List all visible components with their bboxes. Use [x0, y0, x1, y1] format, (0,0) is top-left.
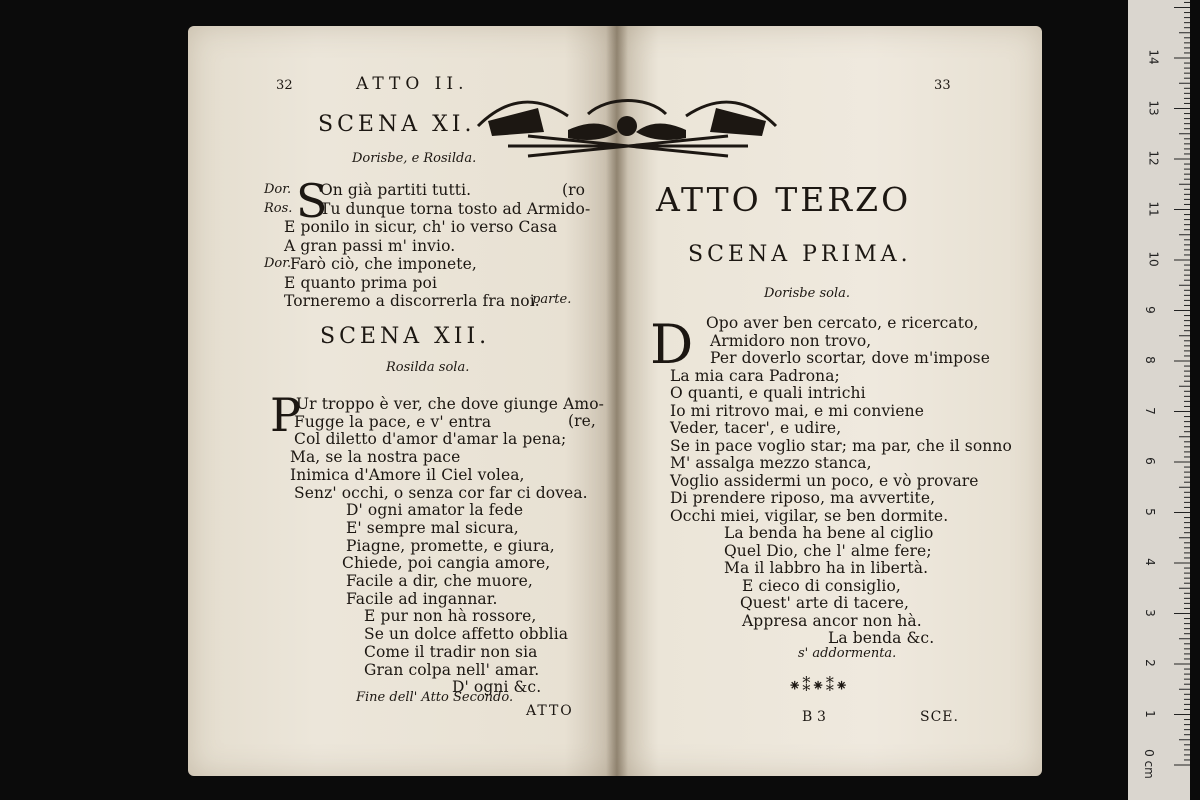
verse-line: Facile a dir, che muore, — [346, 572, 533, 590]
left-page-number: 32 — [276, 78, 293, 93]
verse-line: Farò ciò, che imponete, — [290, 255, 477, 273]
right-catchword: SCE. — [920, 709, 959, 725]
verse-line: Inimica d'Amore il Ciel volea, — [290, 465, 525, 484]
verse-line: La benda ha bene al ciglio — [724, 524, 934, 542]
ruler-number: 4 — [1142, 558, 1157, 566]
act-title: ATTO TERZO — [656, 180, 912, 219]
verse-line: O quanti, e quali intrichi — [670, 384, 866, 402]
ruler-number: 14 — [1146, 49, 1161, 65]
ruler-number: 8 — [1142, 356, 1157, 364]
verse-line: On già partiti tutti. — [320, 181, 472, 199]
scene-prima-dropcap: D — [650, 313, 694, 376]
verse-line: E quanto prima poi — [284, 273, 438, 292]
verse-line: E cieco di consiglio, — [742, 576, 901, 595]
ruler-number: 6 — [1142, 457, 1157, 465]
verse-line: La benda &c. — [828, 629, 935, 647]
verse-line: E' sempre mal sicura, — [346, 518, 519, 537]
verse-line: Di prendere riposo, ma avvertite, — [670, 489, 936, 507]
ruler-number: 10 — [1146, 251, 1161, 267]
verse-line: Appresa ancor non hà. — [742, 611, 922, 630]
verse-line: Opo aver ben cercato, e ricercato, — [706, 314, 979, 332]
line-tail: parte. — [532, 292, 572, 307]
verse-line: Veder, tacer', e udire, — [670, 419, 842, 437]
headpiece-ornament — [468, 86, 786, 170]
speaker-label: Dor. — [264, 256, 292, 271]
verse-line: Piagne, promette, e giura, — [346, 536, 555, 555]
stage-direction: s' addormenta. — [798, 646, 897, 661]
left-running-head: ATTO II. — [356, 74, 469, 94]
scene-prima-characters: Dorisbe sola. — [764, 286, 850, 301]
verse-line: Se in pace voglio star; ma par, che il sonno — [670, 436, 1012, 455]
verse-line: Tu dunque torna tosto ad Armido- — [320, 199, 591, 218]
verse-line: M' assalga mezzo stanca, — [670, 454, 872, 472]
ruler-ticks — [1128, 0, 1190, 800]
verse-line: Torneremo a discorrerla fra noi. — [284, 292, 540, 310]
ruler-number: 12 — [1146, 150, 1161, 166]
ruler-number: 5 — [1142, 507, 1157, 516]
verse-line: A gran passi m' invio. — [284, 236, 456, 255]
ruler-number: 1 — [1142, 709, 1157, 718]
verse-line: Occhi miei, vigilar, se ben dormite. — [670, 506, 949, 525]
verse-line: D' ogni amator la fede — [346, 501, 524, 520]
act-end-note: Fine dell' Atto Secondo. — [356, 690, 514, 705]
ruler-number: 7 — [1142, 406, 1157, 415]
scene-prima-title: SCENA PRIMA. — [688, 242, 912, 267]
verse-line: Io mi ritrovo mai, e mi conviene — [670, 401, 924, 420]
verse-line: D' ogni &c. — [452, 678, 542, 697]
verse-line: Col diletto d'amor d'amar la pena; — [294, 430, 567, 449]
small-ornament: ⁕⁑⁕⁑⁕ — [788, 676, 850, 695]
verse-line: La mia cara Padrona; — [670, 366, 840, 385]
scene-xi-title: SCENA XI. — [318, 112, 476, 137]
verse-line: Voglio assidermi un poco, e vò provare — [670, 471, 979, 490]
speaker-label: Dor. — [264, 182, 292, 197]
verse-line: Come il tradir non sia — [364, 642, 538, 661]
verse-line: Armidoro non trovo, — [710, 331, 872, 350]
speaker-label: Ros. — [264, 200, 293, 216]
ruler-number: 13 — [1146, 99, 1161, 116]
verse-line: Ma, se la nostra pace — [290, 448, 461, 467]
verse-line: Quel Dio, che l' alme fere; — [724, 541, 932, 560]
scene-xi-characters: Dorisbe, e Rosilda. — [352, 151, 477, 166]
right-page-number: 33 — [934, 78, 951, 93]
verse-line: Se un dolce affetto obblia — [364, 625, 569, 644]
verse-line: Gran colpa nell' amar. — [364, 660, 540, 679]
verse-line: Facile ad ingannar. — [346, 589, 498, 608]
verse-line: E pur non hà rossore, — [364, 607, 537, 626]
scene-xi-dropcap: S — [296, 174, 328, 228]
verse-line: Fugge la pace, e v' entra — [294, 412, 492, 431]
verse-line: Ur troppo è ver, che dove giunge Amo- — [296, 395, 604, 413]
verse-line: Senz' occhi, o senza cor far ci dovea. — [294, 483, 588, 502]
line-tail: (ro — [562, 181, 586, 199]
ruler-number: 9 — [1142, 305, 1157, 314]
scene-xii-line2-tail: (re, — [568, 412, 596, 430]
verse-line: Chiede, poi cangia amore, — [342, 554, 551, 573]
ruler-number: 3 — [1142, 608, 1157, 617]
verse-line: Quest' arte di tacere, — [740, 594, 910, 612]
left-catchword: ATTO — [526, 703, 574, 719]
verse-line: Per doverlo scortar, dove m'impose — [710, 349, 990, 367]
signature-mark: B 3 — [802, 709, 826, 725]
ruler-zero-label: 0 cm — [1141, 749, 1156, 779]
verse-line: Ma il labbro ha in libertà. — [724, 559, 929, 577]
measuring-ruler — [1128, 0, 1190, 800]
scene-xii-characters: Rosilda sola. — [386, 360, 470, 375]
ruler-number: 2 — [1142, 659, 1157, 667]
scene-xii-title: SCENA XII. — [320, 324, 491, 349]
ruler-number: 11 — [1146, 200, 1161, 217]
scene-xii-dropcap: P — [270, 388, 301, 442]
verse-line: E ponilo in sicur, ch' io verso Casa — [284, 218, 558, 236]
